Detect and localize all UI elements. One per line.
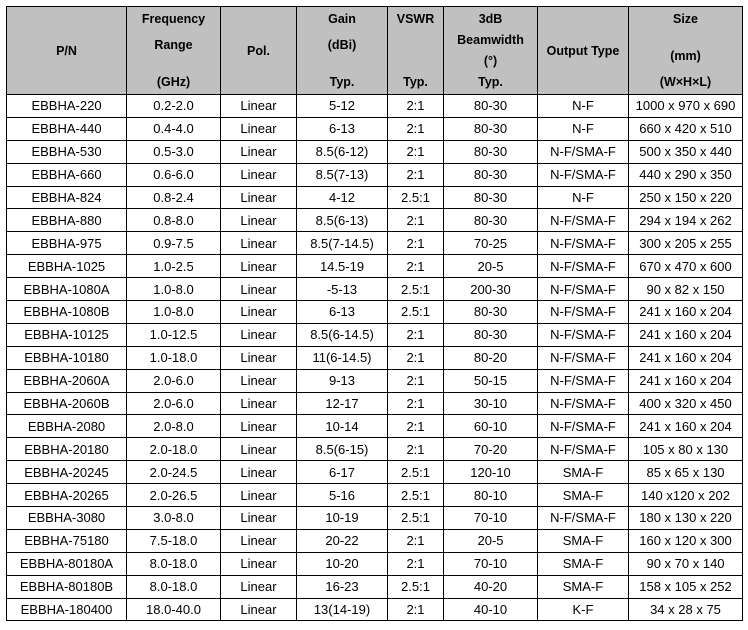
cell-size: 34 x 28 x 75 bbox=[629, 598, 743, 621]
cell-pn: EBBHA-2060B bbox=[7, 392, 127, 415]
cell-pn: EBBHA-1080B bbox=[7, 301, 127, 324]
cell-size: 90 x 70 x 140 bbox=[629, 552, 743, 575]
cell-vswr: 2:1 bbox=[388, 438, 444, 461]
table-row bbox=[7, 507, 743, 530]
cell-pn: EBBHA-975 bbox=[7, 232, 127, 255]
cell-vswr: 2.5:1 bbox=[388, 484, 444, 507]
cell-vswr: 2:1 bbox=[388, 369, 444, 392]
table-row bbox=[7, 278, 743, 301]
cell-output: N-F/SMA-F bbox=[538, 369, 629, 392]
cell-beam: 80-30 bbox=[444, 95, 538, 118]
cell-vswr: 2.5:1 bbox=[388, 278, 444, 301]
cell-beam: 80-30 bbox=[444, 209, 538, 232]
cell-beam: 80-30 bbox=[444, 323, 538, 346]
table-row bbox=[7, 186, 743, 209]
cell-pol: Linear bbox=[221, 163, 297, 186]
cell-beam: 70-25 bbox=[444, 232, 538, 255]
cell-output: N-F/SMA-F bbox=[538, 507, 629, 530]
cell-output: N-F/SMA-F bbox=[538, 346, 629, 369]
cell-gain: 8.5(6-13) bbox=[297, 209, 388, 232]
cell-output: N-F/SMA-F bbox=[538, 140, 629, 163]
cell-freq: 8.0-18.0 bbox=[127, 575, 221, 598]
cell-gain: 4-12 bbox=[297, 186, 388, 209]
cell-vswr: 2:1 bbox=[388, 209, 444, 232]
cell-output: N-F/SMA-F bbox=[538, 278, 629, 301]
cell-beam: 80-20 bbox=[444, 346, 538, 369]
cell-gain: 5-16 bbox=[297, 484, 388, 507]
cell-size: 660 x 420 x 510 bbox=[629, 117, 743, 140]
cell-pol: Linear bbox=[221, 552, 297, 575]
cell-size: 294 x 194 x 262 bbox=[629, 209, 743, 232]
header-beamwidth: 3dB Beamwidth (°) Typ. bbox=[444, 7, 538, 95]
cell-gain: 11(6-14.5) bbox=[297, 346, 388, 369]
cell-pol: Linear bbox=[221, 598, 297, 621]
cell-gain: 9-13 bbox=[297, 369, 388, 392]
cell-size: 90 x 82 x 150 bbox=[629, 278, 743, 301]
cell-beam: 80-30 bbox=[444, 186, 538, 209]
cell-freq: 0.8-8.0 bbox=[127, 209, 221, 232]
cell-gain: 14.5-19 bbox=[297, 255, 388, 278]
cell-pn: EBBHA-2080 bbox=[7, 415, 127, 438]
cell-output: SMA-F bbox=[538, 575, 629, 598]
cell-beam: 80-30 bbox=[444, 117, 538, 140]
header-frequency: Frequency Range (GHz) bbox=[127, 7, 221, 95]
cell-freq: 0.8-2.4 bbox=[127, 186, 221, 209]
cell-freq: 0.6-6.0 bbox=[127, 163, 221, 186]
cell-beam: 80-30 bbox=[444, 163, 538, 186]
cell-pn: EBBHA-75180 bbox=[7, 529, 127, 552]
cell-pol: Linear bbox=[221, 575, 297, 598]
cell-freq: 0.9-7.5 bbox=[127, 232, 221, 255]
antenna-spec-table bbox=[6, 6, 743, 621]
cell-output: SMA-F bbox=[538, 552, 629, 575]
cell-gain: 16-23 bbox=[297, 575, 388, 598]
table-row bbox=[7, 484, 743, 507]
cell-output: N-F bbox=[538, 186, 629, 209]
cell-beam: 70-10 bbox=[444, 552, 538, 575]
table-row bbox=[7, 552, 743, 575]
cell-pn: EBBHA-1025 bbox=[7, 255, 127, 278]
cell-size: 400 x 320 x 450 bbox=[629, 392, 743, 415]
cell-vswr: 2.5:1 bbox=[388, 507, 444, 530]
cell-pol: Linear bbox=[221, 255, 297, 278]
cell-beam: 120-10 bbox=[444, 461, 538, 484]
cell-output: N-F bbox=[538, 117, 629, 140]
cell-beam: 50-15 bbox=[444, 369, 538, 392]
cell-gain: 8.5(6-14.5) bbox=[297, 323, 388, 346]
cell-vswr: 2:1 bbox=[388, 163, 444, 186]
table-row bbox=[7, 369, 743, 392]
cell-vswr: 2:1 bbox=[388, 323, 444, 346]
cell-vswr: 2.5:1 bbox=[388, 301, 444, 324]
cell-size: 300 x 205 x 255 bbox=[629, 232, 743, 255]
cell-gain: 10-20 bbox=[297, 552, 388, 575]
cell-output: SMA-F bbox=[538, 461, 629, 484]
cell-vswr: 2.5:1 bbox=[388, 461, 444, 484]
cell-freq: 2.0-6.0 bbox=[127, 369, 221, 392]
cell-pn: EBBHA-1080A bbox=[7, 278, 127, 301]
cell-output: N-F/SMA-F bbox=[538, 438, 629, 461]
cell-freq: 2.0-6.0 bbox=[127, 392, 221, 415]
cell-vswr: 2:1 bbox=[388, 117, 444, 140]
cell-pol: Linear bbox=[221, 484, 297, 507]
cell-output: SMA-F bbox=[538, 529, 629, 552]
cell-pn: EBBHA-530 bbox=[7, 140, 127, 163]
cell-freq: 2.0-26.5 bbox=[127, 484, 221, 507]
cell-freq: 1.0-12.5 bbox=[127, 323, 221, 346]
header-output-type: Output Type bbox=[538, 7, 629, 95]
cell-beam: 40-20 bbox=[444, 575, 538, 598]
cell-vswr: 2:1 bbox=[388, 140, 444, 163]
cell-gain: 8.5(7-14.5) bbox=[297, 232, 388, 255]
table-row bbox=[7, 346, 743, 369]
cell-vswr: 2:1 bbox=[388, 415, 444, 438]
cell-freq: 0.5-3.0 bbox=[127, 140, 221, 163]
cell-gain: 6-13 bbox=[297, 301, 388, 324]
cell-freq: 1.0-8.0 bbox=[127, 278, 221, 301]
cell-pol: Linear bbox=[221, 186, 297, 209]
cell-pn: EBBHA-20265 bbox=[7, 484, 127, 507]
cell-pn: EBBHA-220 bbox=[7, 95, 127, 118]
cell-pol: Linear bbox=[221, 529, 297, 552]
cell-freq: 7.5-18.0 bbox=[127, 529, 221, 552]
cell-beam: 70-10 bbox=[444, 507, 538, 530]
cell-beam: 20-5 bbox=[444, 255, 538, 278]
cell-size: 241 x 160 x 204 bbox=[629, 301, 743, 324]
cell-gain: 8.5(7-13) bbox=[297, 163, 388, 186]
cell-output: N-F bbox=[538, 95, 629, 118]
cell-size: 250 x 150 x 220 bbox=[629, 186, 743, 209]
cell-size: 440 x 290 x 350 bbox=[629, 163, 743, 186]
cell-beam: 200-30 bbox=[444, 278, 538, 301]
table-header-row bbox=[7, 7, 743, 95]
table-row bbox=[7, 117, 743, 140]
cell-pol: Linear bbox=[221, 507, 297, 530]
table-row bbox=[7, 163, 743, 186]
cell-size: 140 x120 x 202 bbox=[629, 484, 743, 507]
cell-beam: 30-10 bbox=[444, 392, 538, 415]
cell-pn: EBBHA-10180 bbox=[7, 346, 127, 369]
cell-size: 180 x 130 x 220 bbox=[629, 507, 743, 530]
cell-size: 241 x 160 x 204 bbox=[629, 346, 743, 369]
cell-output: SMA-F bbox=[538, 484, 629, 507]
cell-pol: Linear bbox=[221, 209, 297, 232]
cell-freq: 2.0-8.0 bbox=[127, 415, 221, 438]
cell-gain: 10-14 bbox=[297, 415, 388, 438]
cell-beam: 80-10 bbox=[444, 484, 538, 507]
cell-size: 241 x 160 x 204 bbox=[629, 369, 743, 392]
cell-output: K-F bbox=[538, 598, 629, 621]
cell-pol: Linear bbox=[221, 278, 297, 301]
table-row bbox=[7, 438, 743, 461]
cell-pol: Linear bbox=[221, 461, 297, 484]
table-row bbox=[7, 140, 743, 163]
cell-pn: EBBHA-80180A bbox=[7, 552, 127, 575]
cell-freq: 18.0-40.0 bbox=[127, 598, 221, 621]
cell-freq: 1.0-8.0 bbox=[127, 301, 221, 324]
header-vswr: VSWR Typ. bbox=[388, 7, 444, 95]
cell-vswr: 2:1 bbox=[388, 95, 444, 118]
cell-gain: 8.5(6-15) bbox=[297, 438, 388, 461]
cell-pol: Linear bbox=[221, 369, 297, 392]
table-row bbox=[7, 95, 743, 118]
table-row bbox=[7, 415, 743, 438]
cell-freq: 0.4-4.0 bbox=[127, 117, 221, 140]
cell-freq: 0.2-2.0 bbox=[127, 95, 221, 118]
cell-gain: 12-17 bbox=[297, 392, 388, 415]
cell-pn: EBBHA-440 bbox=[7, 117, 127, 140]
cell-freq: 1.0-2.5 bbox=[127, 255, 221, 278]
cell-size: 158 x 105 x 252 bbox=[629, 575, 743, 598]
cell-pn: EBBHA-824 bbox=[7, 186, 127, 209]
cell-size: 500 x 350 x 440 bbox=[629, 140, 743, 163]
cell-pol: Linear bbox=[221, 346, 297, 369]
cell-gain: 8.5(6-12) bbox=[297, 140, 388, 163]
cell-pn: EBBHA-180400 bbox=[7, 598, 127, 621]
cell-pol: Linear bbox=[221, 323, 297, 346]
cell-gain: 10-19 bbox=[297, 507, 388, 530]
cell-pn: EBBHA-80180B bbox=[7, 575, 127, 598]
cell-freq: 1.0-18.0 bbox=[127, 346, 221, 369]
cell-size: 85 x 65 x 130 bbox=[629, 461, 743, 484]
cell-beam: 40-10 bbox=[444, 598, 538, 621]
cell-vswr: 2.5:1 bbox=[388, 575, 444, 598]
cell-size: 1000 x 970 x 690 bbox=[629, 95, 743, 118]
table-row bbox=[7, 255, 743, 278]
cell-pol: Linear bbox=[221, 392, 297, 415]
cell-gain: 13(14-19) bbox=[297, 598, 388, 621]
cell-gain: 6-13 bbox=[297, 117, 388, 140]
header-size: Size (mm) (W×H×L) bbox=[629, 7, 743, 95]
cell-pol: Linear bbox=[221, 415, 297, 438]
cell-beam: 20-5 bbox=[444, 529, 538, 552]
cell-vswr: 2:1 bbox=[388, 255, 444, 278]
cell-pn: EBBHA-880 bbox=[7, 209, 127, 232]
cell-vswr: 2.5:1 bbox=[388, 186, 444, 209]
cell-vswr: 2:1 bbox=[388, 598, 444, 621]
cell-gain: -5-13 bbox=[297, 278, 388, 301]
cell-pn: EBBHA-20245 bbox=[7, 461, 127, 484]
header-pol: Pol. bbox=[221, 7, 297, 95]
cell-output: N-F/SMA-F bbox=[538, 232, 629, 255]
cell-beam: 80-30 bbox=[444, 140, 538, 163]
cell-beam: 70-20 bbox=[444, 438, 538, 461]
cell-vswr: 2:1 bbox=[388, 552, 444, 575]
table-row bbox=[7, 232, 743, 255]
header-gain: Gain (dBi) Typ. bbox=[297, 7, 388, 95]
cell-pol: Linear bbox=[221, 117, 297, 140]
cell-freq: 2.0-18.0 bbox=[127, 438, 221, 461]
cell-pn: EBBHA-3080 bbox=[7, 507, 127, 530]
cell-gain: 20-22 bbox=[297, 529, 388, 552]
cell-pol: Linear bbox=[221, 301, 297, 324]
cell-pn: EBBHA-20180 bbox=[7, 438, 127, 461]
table-row bbox=[7, 392, 743, 415]
cell-output: N-F/SMA-F bbox=[538, 415, 629, 438]
table-row bbox=[7, 529, 743, 552]
cell-freq: 8.0-18.0 bbox=[127, 552, 221, 575]
cell-size: 241 x 160 x 204 bbox=[629, 415, 743, 438]
table-row bbox=[7, 301, 743, 324]
cell-pol: Linear bbox=[221, 438, 297, 461]
cell-pol: Linear bbox=[221, 140, 297, 163]
table-row bbox=[7, 598, 743, 621]
cell-output: N-F/SMA-F bbox=[538, 301, 629, 324]
cell-pol: Linear bbox=[221, 232, 297, 255]
cell-vswr: 2:1 bbox=[388, 232, 444, 255]
table-row bbox=[7, 323, 743, 346]
cell-gain: 5-12 bbox=[297, 95, 388, 118]
cell-pn: EBBHA-660 bbox=[7, 163, 127, 186]
table-body bbox=[7, 95, 743, 621]
cell-output: N-F/SMA-F bbox=[538, 163, 629, 186]
cell-vswr: 2:1 bbox=[388, 346, 444, 369]
table-row bbox=[7, 209, 743, 232]
cell-pol: Linear bbox=[221, 95, 297, 118]
cell-size: 241 x 160 x 204 bbox=[629, 323, 743, 346]
table-row bbox=[7, 461, 743, 484]
header-pn: P/N bbox=[7, 7, 127, 95]
cell-size: 670 x 470 x 600 bbox=[629, 255, 743, 278]
cell-size: 160 x 120 x 300 bbox=[629, 529, 743, 552]
table-row bbox=[7, 575, 743, 598]
cell-vswr: 2:1 bbox=[388, 392, 444, 415]
cell-vswr: 2:1 bbox=[388, 529, 444, 552]
cell-beam: 80-30 bbox=[444, 301, 538, 324]
cell-output: N-F/SMA-F bbox=[538, 209, 629, 232]
cell-output: N-F/SMA-F bbox=[538, 255, 629, 278]
cell-pn: EBBHA-10125 bbox=[7, 323, 127, 346]
cell-freq: 2.0-24.5 bbox=[127, 461, 221, 484]
cell-output: N-F/SMA-F bbox=[538, 323, 629, 346]
cell-beam: 60-10 bbox=[444, 415, 538, 438]
cell-freq: 3.0-8.0 bbox=[127, 507, 221, 530]
cell-pn: EBBHA-2060A bbox=[7, 369, 127, 392]
cell-size: 105 x 80 x 130 bbox=[629, 438, 743, 461]
cell-gain: 6-17 bbox=[297, 461, 388, 484]
cell-output: N-F/SMA-F bbox=[538, 392, 629, 415]
